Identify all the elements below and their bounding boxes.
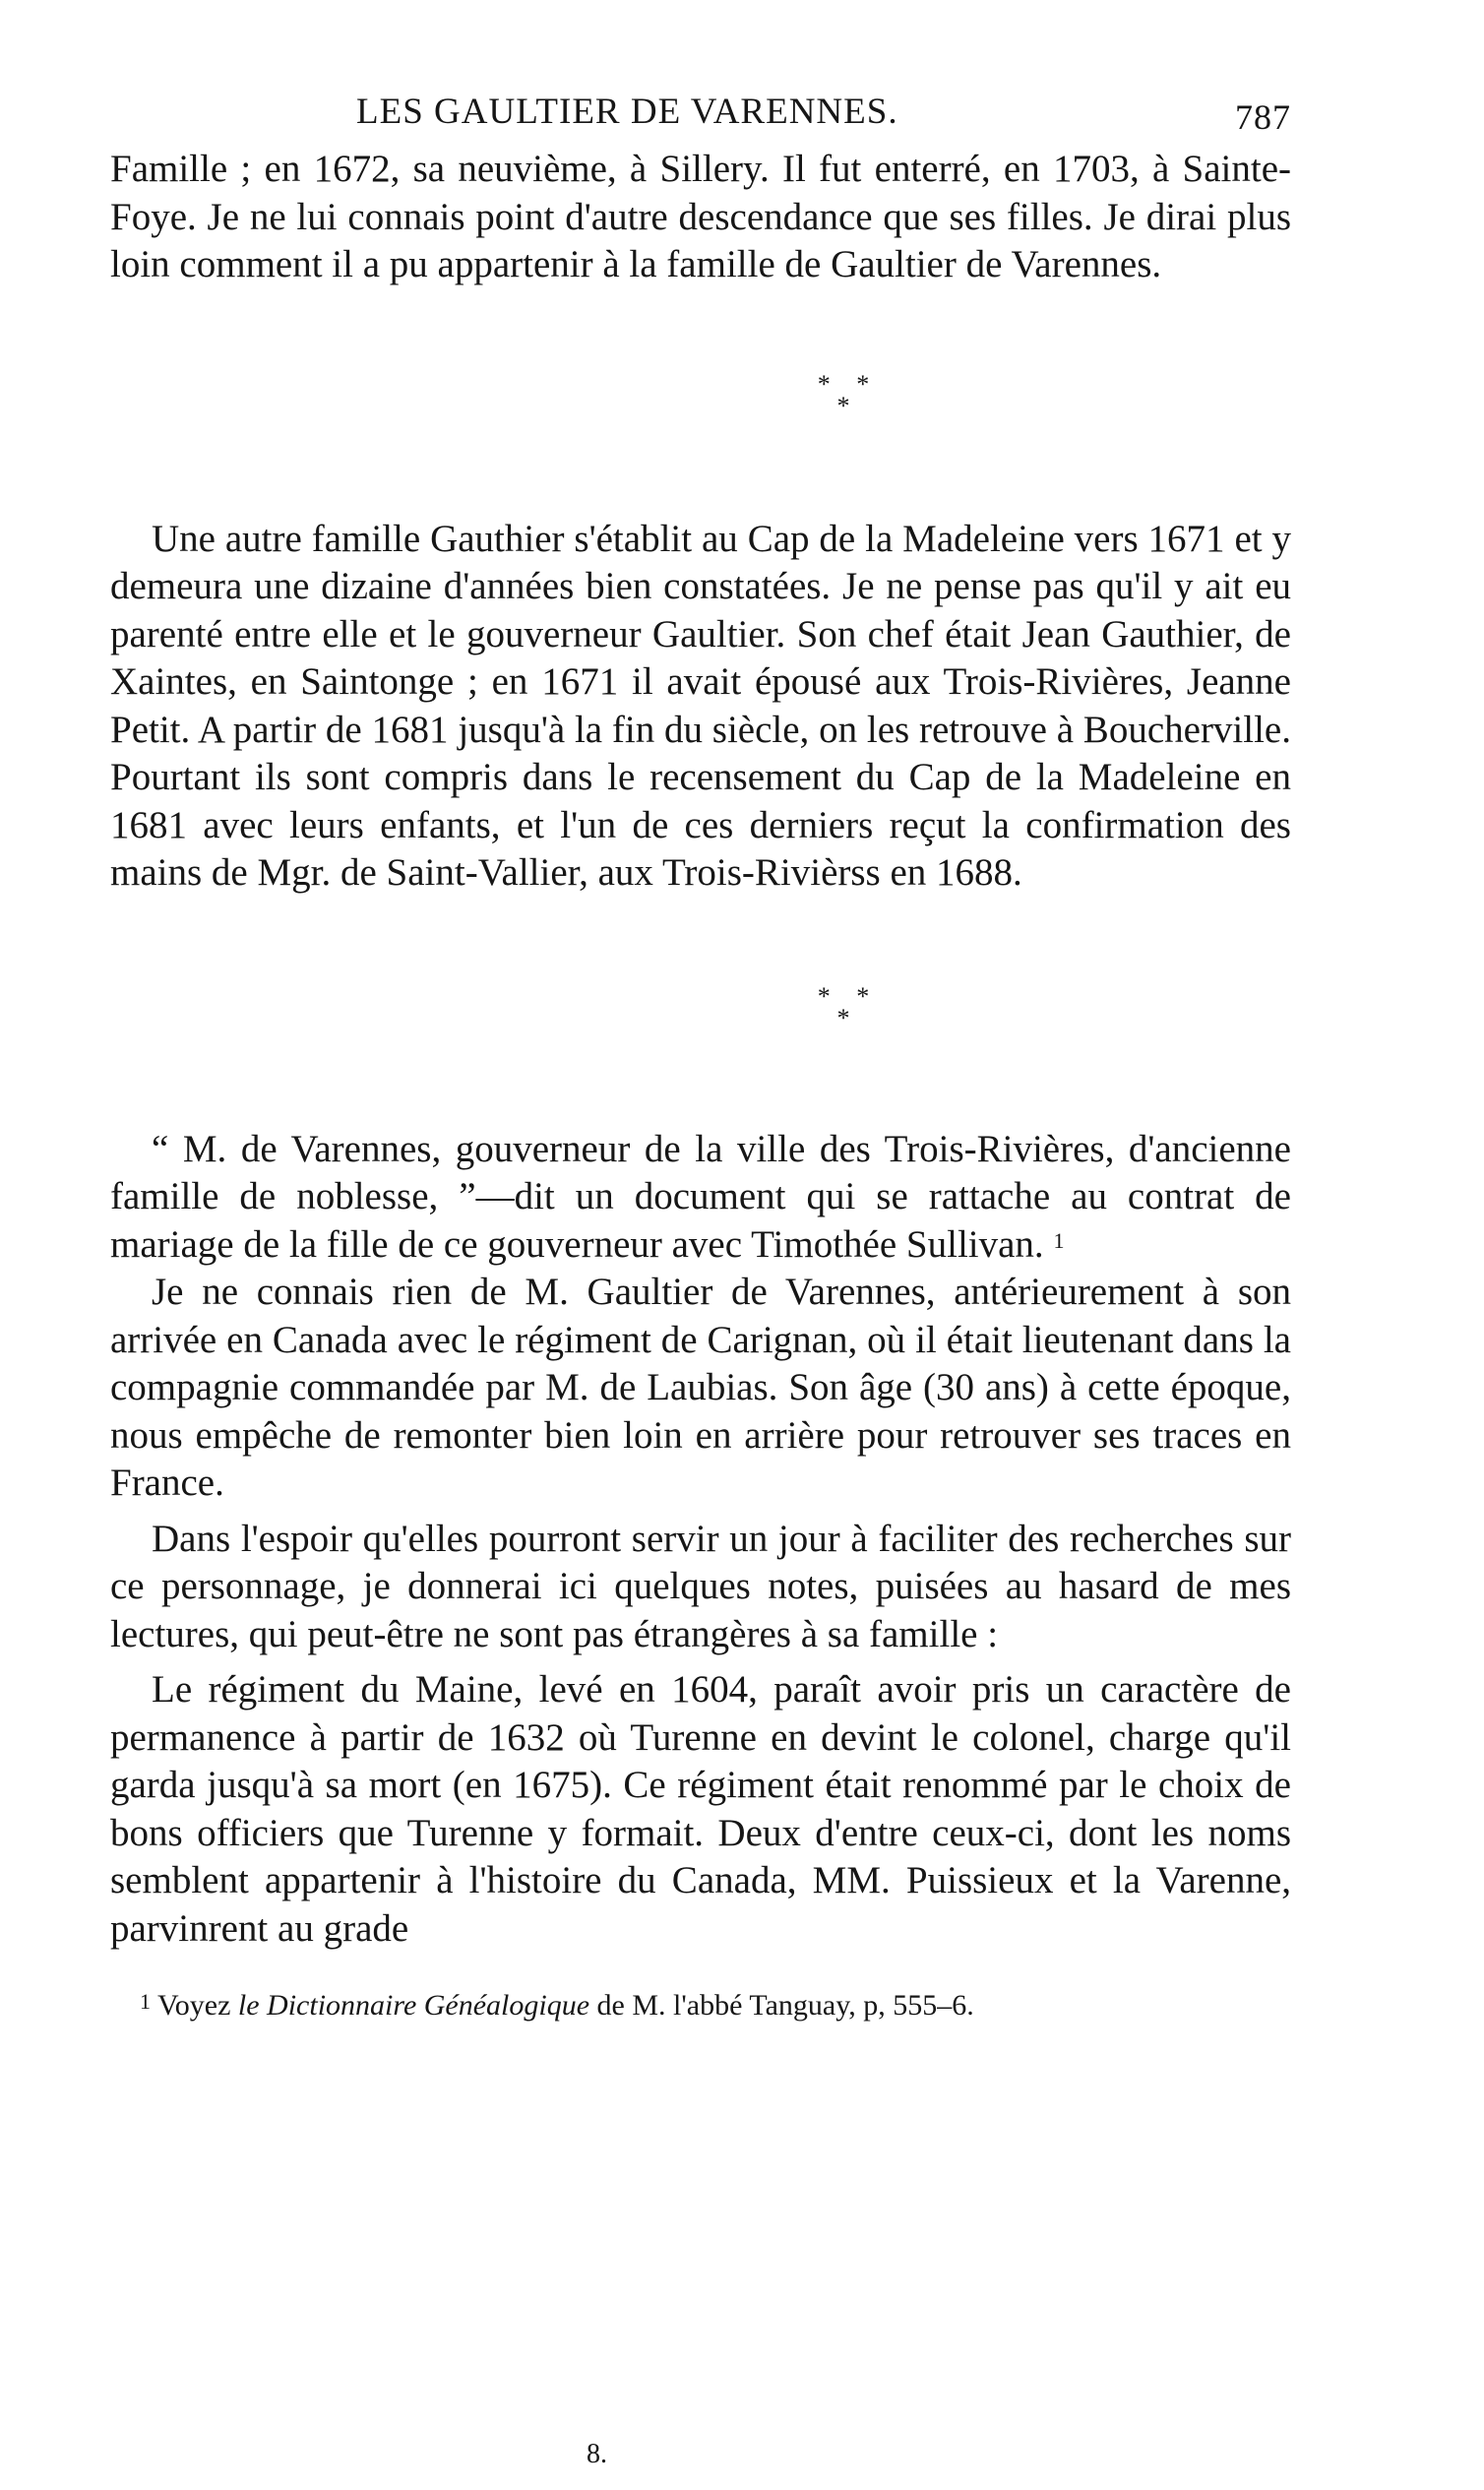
paragraph-famille: Famille ; en 1672, sa neuvième, à Sillery. Il fut enterré, en 1703, à Sainte-Foye. Je ne lui connais point d'autre descendance que ses filles. Je dirai plus loin comment il a pu appartenir à la famille de Gaultier de Varennes. bbox=[110, 148, 1291, 285]
running-title: LES GAULTIER DE VARENNES. bbox=[356, 92, 898, 132]
paragraph-espoir: Dans l'espoir qu'elles pourront servir un jour à faciliter des recherches sur ce personnage, je donnerai ici quelques notes, puisées au hasard de mes lectures, qui peut-être ne sont pas étrangères à sa famille : bbox=[110, 1517, 1291, 1655]
section-divider-1 bbox=[110, 369, 1291, 420]
footnote-title: le Dictionnaire Généalogique bbox=[237, 1989, 590, 2022]
paragraph-quote-varennes bbox=[110, 1126, 1291, 1270]
paragraph-connais-rien: Je ne connais rien de M. Gaultier de Varennes, antérieurement à son arrivée en Canada avec le régiment de Carignan, où il était lieutenant dans la compagnie commandée par M. de Laubias. Son âge (30 ans) à cette époque, nous empêche de remonter bien loin en arrière pour retrouver ses traces en France. bbox=[110, 1271, 1291, 1504]
asterism-bottom: * bbox=[836, 1003, 860, 1032]
signature-mark: 8. bbox=[587, 2439, 607, 2469]
footnote-text-after: de M. l'abbé Tanguay, p, 555–6. bbox=[596, 1989, 974, 2022]
footnote-marker: 1 bbox=[140, 1989, 151, 2014]
footnote bbox=[110, 1986, 1291, 2025]
quote-text: “ M. de Varennes, gouverneur de la ville des Trois-Rivières, d'ancienne famille de noblesse, ”—dit un document qui se rattache au contrat de mariage de la fille de ce gouverneur avec Timothée Sullivan. bbox=[110, 1127, 1291, 1266]
asterism-bottom: * bbox=[836, 391, 860, 420]
page-number: 787 bbox=[1235, 97, 1291, 137]
asterism-top: * * bbox=[817, 981, 880, 1011]
footnote-text-before: Voyez bbox=[156, 1989, 231, 2022]
paragraph-regiment-maine: Le régiment du Maine, levé en 1604, paraît avoir pris un caractère de permanence à partir de 1632 où Turenne en devint le colonel, charge qu'il garda jusqu'à sa mort (en 1675). Ce régiment était renommé par le choix de bons officiers que Turenne y formait. Deux d'entre ceux-ci, dont les noms semblent appartenir à l'histoire du Canada, MM. Puissieux et la Varenne, parvinrent au grade bbox=[110, 1668, 1291, 1950]
asterism-top: * * bbox=[817, 369, 880, 399]
paragraph-autre-famille: Une autre famille Gauthier s'établit au Cap de la Madeleine vers 1671 et y demeura une dizaine d'années bien constatées. Je ne pense pas qu'il y ait eu parenté entre elle et le gouverneur Gaultier. Son chef était Jean Gauthier, de Xaintes, en Saintonge ; en 1671 il avait épousé aux Trois-Rivières, Jeanne Petit. A partir de 1681 jusqu'à la fin du siècle, on les retrouve à Boucherville. Pourtant ils sont compris dans le recensement du Cap de la Madeleine en 1681 avec leurs enfants, et l'un de ces derniers reçut la confirmation des mains de Mgr. de Saint-Vallier, aux Trois-Rivièrss en 1688. bbox=[110, 517, 1291, 894]
footnote-ref: 1 bbox=[1053, 1227, 1065, 1253]
book-page bbox=[110, 83, 1291, 2025]
running-head bbox=[110, 83, 1291, 146]
section-divider-2 bbox=[110, 981, 1291, 1032]
